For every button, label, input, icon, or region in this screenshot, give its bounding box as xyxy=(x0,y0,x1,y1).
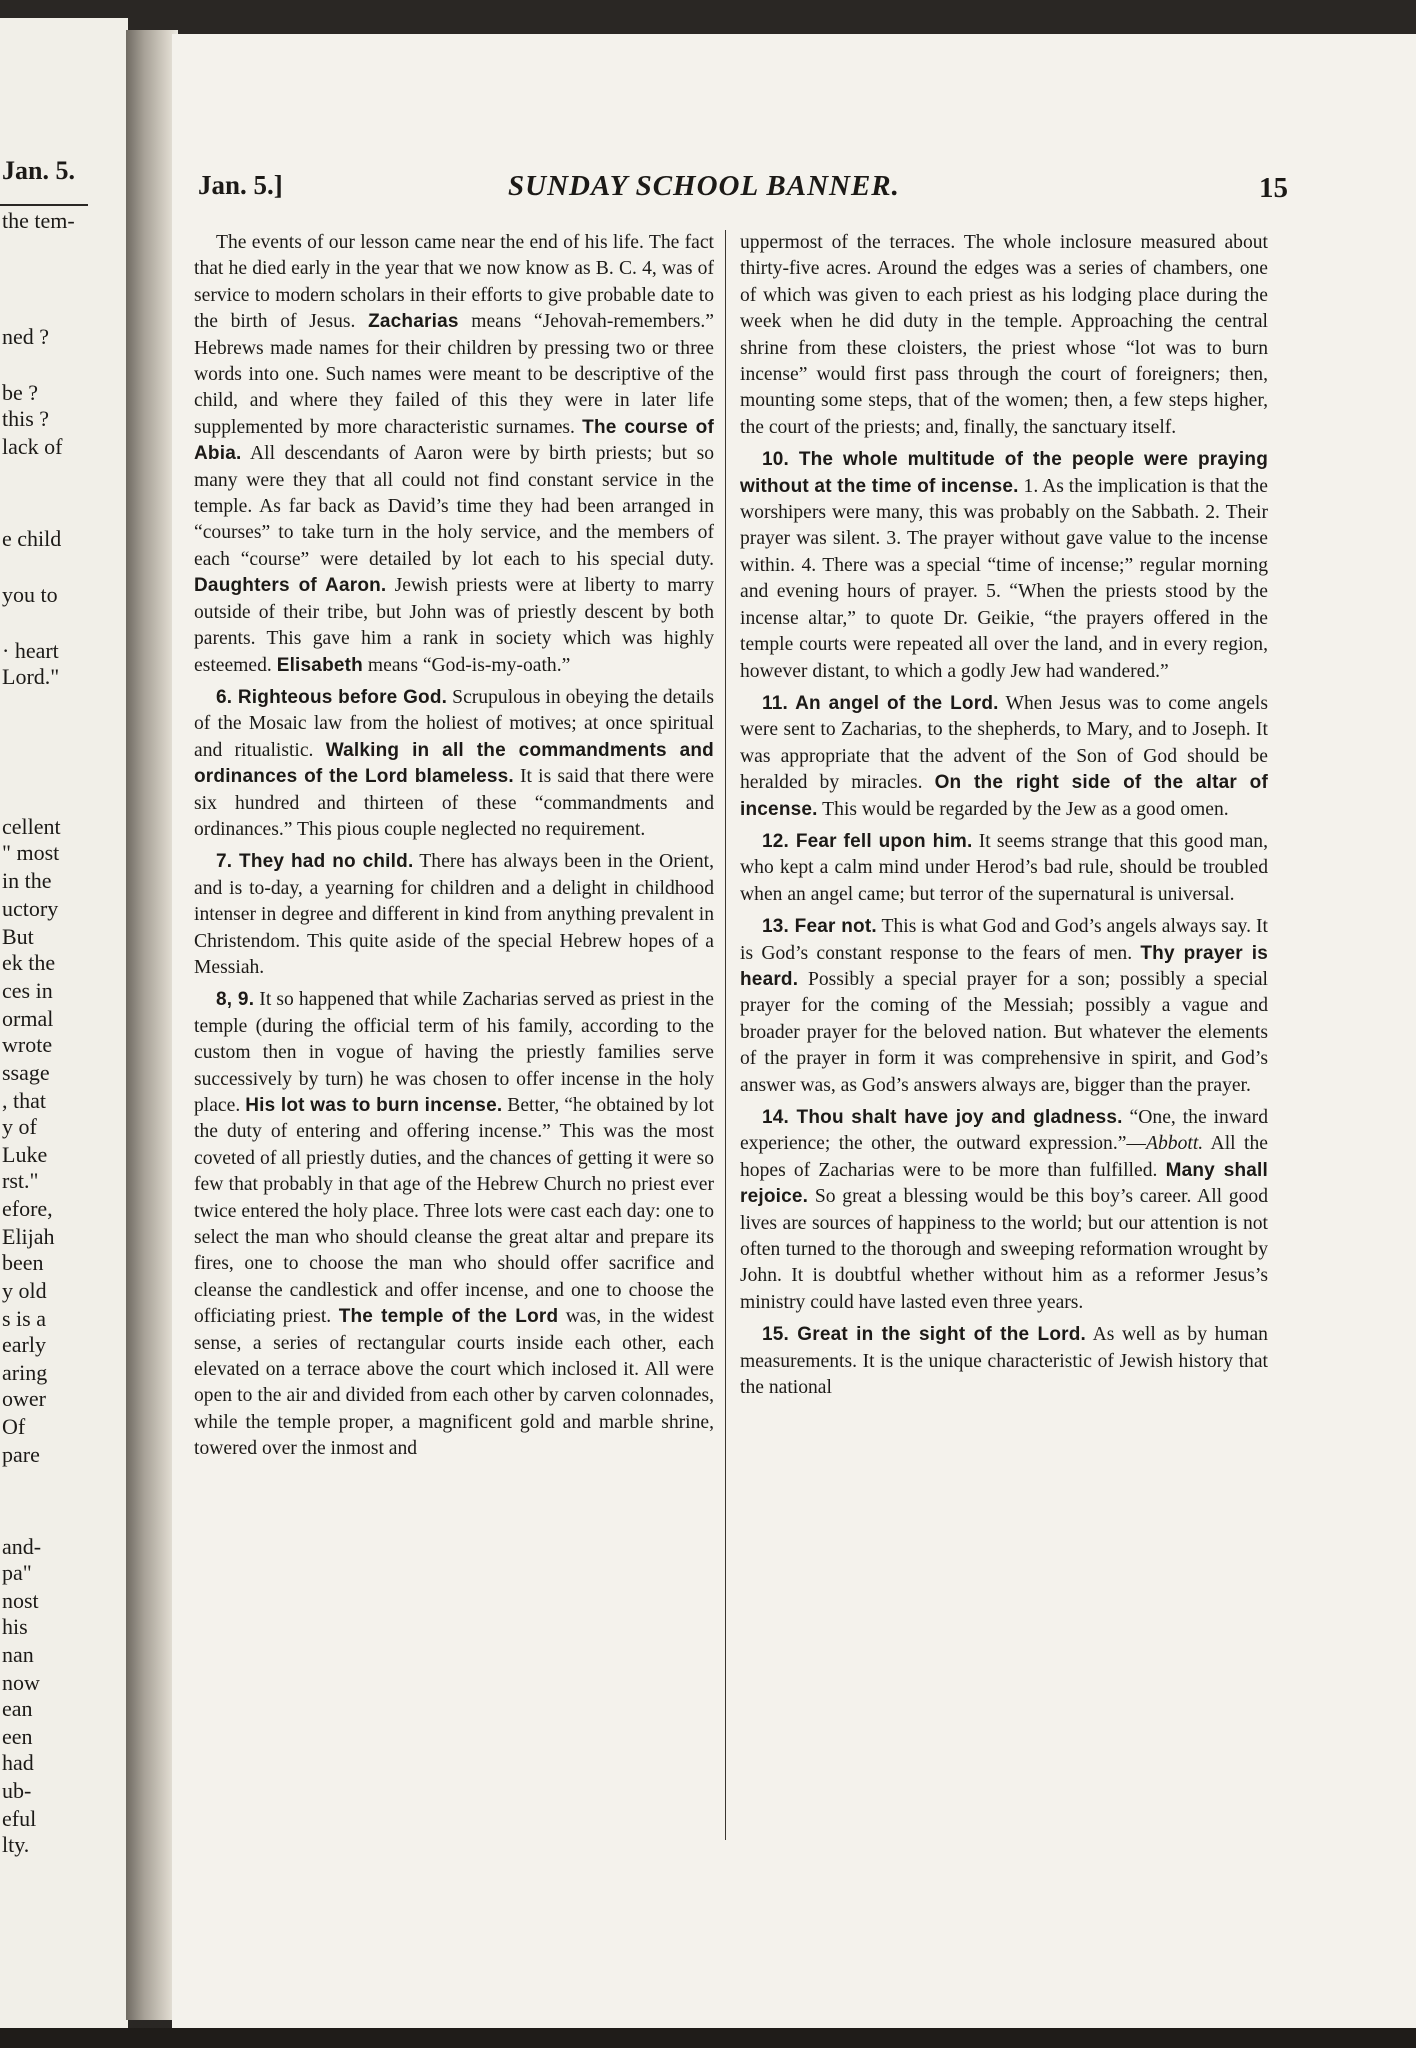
right-column xyxy=(740,230,1268,1840)
bold-lemma: 14. Thou shalt have joy and gladness. xyxy=(762,1107,1123,1128)
facing-page-line: early xyxy=(2,1332,46,1357)
body-text: Possibly a special prayer for a son; possibly a special prayer for the coming of the Messiah; possibly a vague and broader prayer for the beloved nation. But whatever the elements of the prayer in form it was comprehensive in spirit, and God’s answer was, as God’s answers always are, bigger than the prayer. xyxy=(740,968,1268,1096)
facing-page-line: ean xyxy=(2,1696,33,1721)
bold-lemma: The temple of the Lord xyxy=(338,1306,559,1328)
body-text: Better, “he obtained by lot the duty of entering and offering incense.” This was the most coveted of all priestly duties, and the chances of getting it were so few that probably in that age of the Hebrew Church no priest ever twice entered the holy place. Three lots were cast each day: one to select the man who should cleanse the great altar and prepare its fires, one to choose the man who should offer sacrifice and cleanse the candlestick and offer incense, and one to choose the officiating priest. xyxy=(194,1095,714,1328)
paragraph xyxy=(740,691,1268,823)
paragraph xyxy=(740,1322,1268,1401)
bold-lemma: Walking in all the commandments and ordinances of the Lord blameless. xyxy=(194,739,714,788)
facing-page-line: lty. xyxy=(2,1832,30,1857)
body-text: “One, the inward experience; the other, the outward expression.”— xyxy=(740,1107,1268,1155)
facing-page-line: ssage xyxy=(2,1060,50,1085)
facing-page-line: in the xyxy=(2,868,52,893)
facing-page-line: ek the xyxy=(2,950,56,975)
facing-page-line: wrote xyxy=(2,1032,53,1057)
facing-page-line: e child xyxy=(2,526,62,551)
facing-page-line: the tem- xyxy=(2,208,75,233)
facing-page-line: and- xyxy=(2,1534,42,1559)
body-text: All the hopes of Zacharias were to be more than fulfilled. xyxy=(740,1133,1268,1181)
italic-citation: Abbott. xyxy=(1146,1133,1204,1155)
facing-page-line: s is a xyxy=(2,1306,46,1331)
facing-page-line: y old xyxy=(2,1278,47,1303)
facing-page-line: been xyxy=(2,1250,44,1275)
facing-page-line: · heart xyxy=(2,638,59,663)
page-number: 15 xyxy=(1259,172,1288,204)
paragraph xyxy=(194,685,714,843)
facing-page-line: his xyxy=(2,1614,28,1639)
bold-lemma: 7. They had no child. xyxy=(216,851,414,873)
facing-page-line: this ? xyxy=(2,406,50,431)
facing-page-line: you to xyxy=(2,582,58,607)
paragraph xyxy=(194,987,714,1462)
facing-page-line: be ? xyxy=(2,380,39,405)
paragraph xyxy=(740,447,1268,685)
paragraph xyxy=(740,829,1268,908)
bold-lemma: 15. Great in the sight of the Lord. xyxy=(762,1324,1087,1346)
facing-page-line: pare xyxy=(2,1442,40,1467)
facing-page-line: pa" xyxy=(2,1560,32,1585)
body-text: It seems strange that this good man, who kept a calm mind under Herod’s bad rule, should be troubled when an angel came; but terror of the supernatural is universal. xyxy=(740,830,1268,905)
bold-lemma: 12. Fear fell upon him. xyxy=(762,830,973,852)
facing-page-line: now xyxy=(2,1670,40,1695)
facing-page-rule xyxy=(0,204,88,206)
body-text: This would be regarded by the Jew as a good omen. xyxy=(817,798,1229,820)
facing-page-line: ub- xyxy=(2,1778,32,1803)
bold-lemma: The course of Abia. xyxy=(194,416,714,465)
bold-lemma: Daughters of Aaron. xyxy=(194,575,387,597)
running-head xyxy=(198,170,1288,210)
facing-page-line: nost xyxy=(2,1588,39,1613)
bold-lemma: On the right side of the altar of incense. xyxy=(740,772,1268,820)
page-bottom-edge xyxy=(0,2028,1416,2048)
bold-lemma: Many shall rejoice. xyxy=(740,1159,1268,1208)
facing-page-line: , that xyxy=(2,1088,46,1113)
body-text: means “God-is-my-oath.” xyxy=(362,654,571,676)
facing-page-line: nan xyxy=(2,1642,34,1667)
facing-page-line: ormal xyxy=(2,1006,54,1031)
facing-page-line: " most xyxy=(2,840,60,865)
header-date: Jan. 5.] xyxy=(198,170,283,200)
main-page xyxy=(172,34,1416,2028)
bold-lemma: Thy prayer is heard. xyxy=(740,942,1268,990)
body-text: So great a blessing would be this boy’s career. All good lives are sources of happiness to the world; but our attention is not often turned to the thorough and sweeping reformation wrought by John. It is doubtful whether without him as a reformer Jesus’s ministry could have lasted even three years. xyxy=(740,1186,1268,1313)
body-text: uppermost of the terraces. The whole inclosure measured about thirty-five acres. Around the edges was a series of chambers, one of which was given to each priest as his lodging place during the week when he did duty in the temple. Approaching the central shrine from these cloisters, the priest whose “lot was to burn incense” would first pass through the court of foreigners; then, mounting some steps, that of the women; then, a few steps higher, the court of the priests; and, finally, the sanctuary itself. xyxy=(740,232,1268,438)
facing-page-line: efore, xyxy=(2,1196,53,1221)
body-text: Scrupulous in obeying the details of the Mosaic law from the holiest of motives; at once spiritual and ritualistic. xyxy=(194,686,714,761)
facing-page-fragment xyxy=(0,18,128,2028)
facing-page-line: Lord." xyxy=(2,664,60,689)
facing-page-line: een xyxy=(2,1724,33,1749)
bold-lemma: 10. The whole multitude of the people were praying without at the time of incense. xyxy=(740,449,1268,497)
facing-page-line: Elijah xyxy=(2,1224,55,1249)
facing-page-line: ces in xyxy=(2,978,53,1003)
paragraph xyxy=(740,1105,1268,1316)
bold-lemma: His lot was to burn incense. xyxy=(245,1095,503,1116)
body-text: was, in the widest sense, a series of rectangular courts inside each other, each elevated on a terrace above the court which inclosed it. All were open to the air and divided from each other by carven colonnades, while the temple proper, a magnificent gold and marble shrine, towered over the inmost and xyxy=(194,1306,714,1460)
body-text: means “Jehovah-remembers.” Hebrews made names for their children by pressing two or three words into one. Such names were meant to be descriptive of the child, and where they failed of this they were in later life supplemented by more characteristic surnames. xyxy=(194,311,714,438)
facing-page-line: cellent xyxy=(2,814,61,839)
paragraph xyxy=(740,914,1268,1099)
facing-page-line: eful xyxy=(2,1806,37,1831)
paragraph xyxy=(194,230,714,679)
body-text: The events of our lesson came near the end of his life. The fact that he died early in the year that we now know as B. C. 4, was of service to modern scholars in their efforts to give probable date to the birth of Jesus. xyxy=(194,232,714,333)
body-text: When Jesus was to come angels were sent to Zacharias, to the shepherds, to Mary, and to Joseph. It was appropriate that the advent of the Son of God should be heralded by miracles. xyxy=(740,692,1268,794)
bold-lemma: Elisabeth xyxy=(276,654,363,676)
bold-lemma: 11. An angel of the Lord. xyxy=(762,692,999,714)
facing-page-line: uctory xyxy=(2,896,59,921)
facing-page-line: But xyxy=(2,924,34,949)
body-text: As well as by human measurements. It is the unique characteristic of Jewish history that the national xyxy=(740,1324,1268,1399)
paragraph xyxy=(740,230,1268,441)
facing-page-header: Jan. 5. xyxy=(2,156,75,185)
facing-page-line: had xyxy=(2,1750,34,1775)
body-text: There has always been in the Orient, and is to-day, a yearning for children and a delight in childhood intenser in degree and different in kind from anything prevalent in Christendom. This quite aside of the special Hebrew hopes of a Messiah. xyxy=(194,851,714,978)
bold-lemma: 6. Righteous before God. xyxy=(216,686,448,708)
facing-page-line: Of xyxy=(2,1414,26,1439)
bold-lemma: 13. Fear not. xyxy=(762,916,877,938)
book-gutter xyxy=(126,30,178,2020)
bold-lemma: 8, 9. xyxy=(216,989,255,1011)
left-column xyxy=(194,230,714,1840)
body-text: Jewish priests were at liberty to marry outside of their tribe, but John was of priestly descent by both parents. This gave him a rank in society which was highly esteemed. xyxy=(194,575,714,676)
paragraph xyxy=(194,849,714,981)
facing-page-line: aring xyxy=(2,1360,48,1385)
body-text: This is what God and God’s angels always say. It is God’s constant response to the fears of men. xyxy=(740,916,1268,964)
header-title: SUNDAY SCHOOL BANNER. xyxy=(508,170,900,202)
body-text: 1. As the implication is that the worshipers were many, this was probably on the Sabbath. 2. Their prayer was silent. 3. The prayer without gave value to the incense within. 4. There was a special “time of incense;” regular morning and evening hours of prayer. 5. “When the priests stood by the incense altar,” to quote Dr. Geikie, “the prayers offered in the temple courts were repeated all over the land, and in every region, however distant, to which a godly Jew had wandered.” xyxy=(740,475,1268,682)
bold-lemma: Zacharias xyxy=(368,311,459,333)
column-divider xyxy=(725,230,726,1840)
body-text: It is said that there were six hundred and thirteen of these “commandments and ordinances.” This pious couple neglected no requirement. xyxy=(194,766,714,840)
body-text: All descendants of Aaron were by birth priests; but so many were they that all could not find constant service in the temple. As far back as David’s time they had been arranged in “courses” to take turn in the holy service, and the members of each “course” were detailed by lot each to his special duty. xyxy=(194,443,714,570)
facing-page-line: y of xyxy=(2,1114,37,1139)
facing-page-line: ower xyxy=(2,1386,46,1411)
facing-page-line: lack of xyxy=(2,434,63,459)
body-text: It so happened that while Zacharias served as priest in the temple (during the official term of his family, according to the custom then in vogue of having the priestly families serve successively by turn) he was chosen to offer incense in the holy place. xyxy=(194,989,714,1116)
facing-page-line: Luke xyxy=(2,1142,48,1167)
facing-page-line: rst." xyxy=(2,1168,39,1193)
facing-page-line: ned ? xyxy=(2,324,50,349)
